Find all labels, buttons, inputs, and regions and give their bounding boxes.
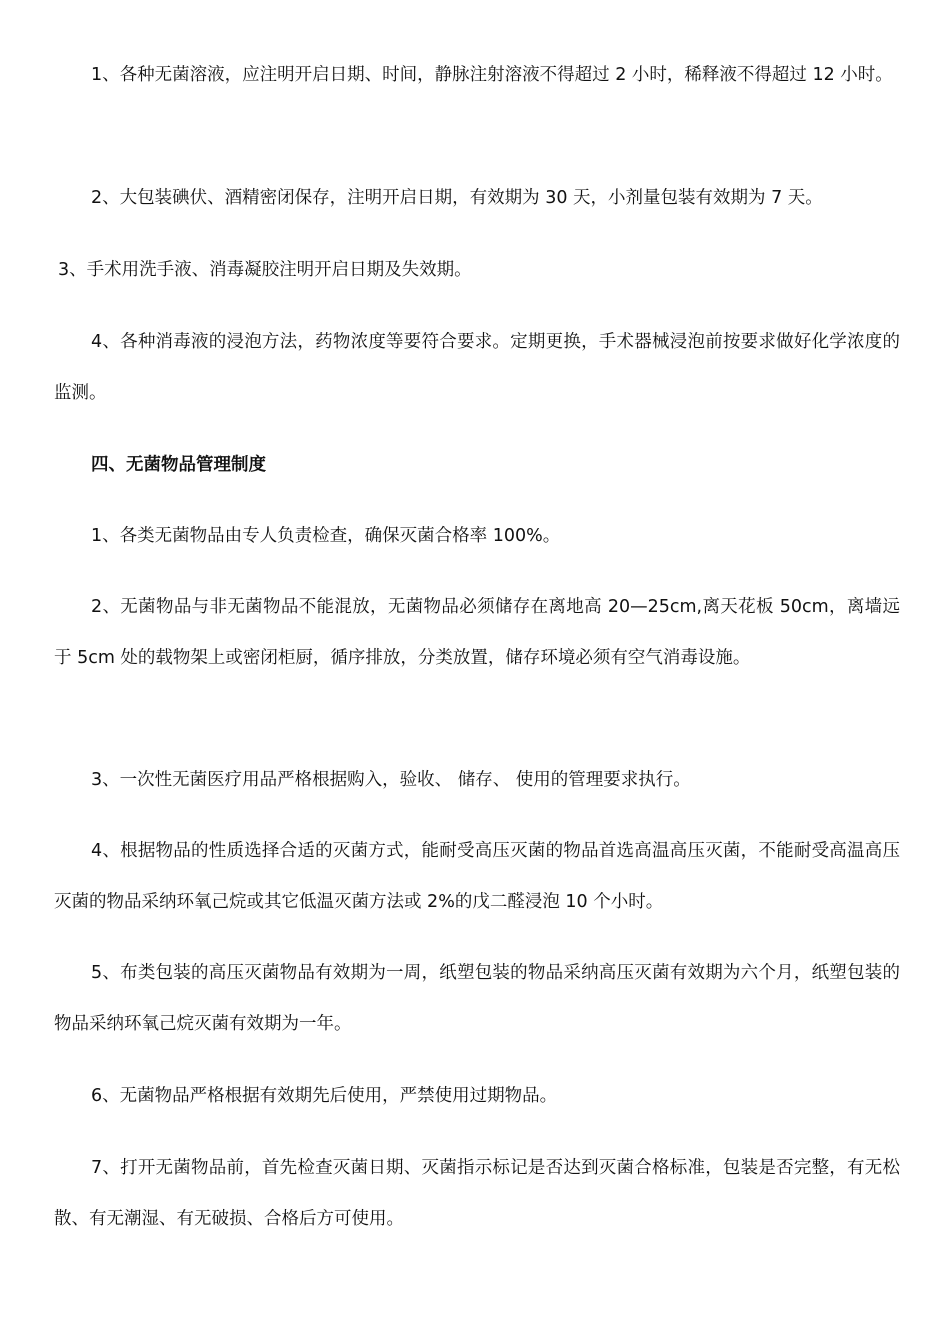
- section-item-1: 1、各类无菌物品由专人负责检查，确保灭菌合格率 100%。: [91, 526, 561, 546]
- section-item-7: 7、打开无菌物品前，首先检查灭菌日期、灭菌指示标记是否达到灭菌合格标准，包装是否完整，有无松散、有无潮湿、有无破损、合格后方可使用。: [54, 1158, 900, 1229]
- paragraph-iodine-alcohol: 2、大包装碘伏、酒精密闭保存，注明开启日期，有效期为 30 天，小剂量包装有效期为 7 天。: [91, 188, 823, 208]
- paragraph-sterile-solutions: 1、各种无菌溶液，应注明开启日期、时间，静脉注射溶液不得超过 2 小时，稀释液不得超过 12 小时。: [91, 65, 893, 85]
- section-heading: 四、无菌物品管理制度: [91, 455, 266, 475]
- section-item-5: 5、布类包装的高压灭菌物品有效期为一周，纸塑包装的物品采纳高压灭菌有效期为六个月，纸塑包装的物品采纳环氧己烷灭菌有效期为一年。: [54, 963, 900, 1034]
- paragraph-hand-wash: 3、手术用洗手液、消毒凝胶注明开启日期及失效期。: [58, 260, 472, 280]
- section-item-2: 2、无菌物品与非无菌物品不能混放，无菌物品必须储存在离地高 20—25cm,离天花板 50cm，离墙远于 5cm 处的载物架上或密闭柜厨，循序排放，分类放置，储存环境必须有空气消毒设施。: [54, 597, 900, 668]
- section-item-6: 6、无菌物品严格根据有效期先后使用，严禁使用过期物品。: [91, 1086, 558, 1106]
- section-item-3: 3、一次性无菌医疗用品严格根据购入，验收、 储存、 使用的管理要求执行。: [91, 770, 691, 790]
- section-item-4: 4、根据物品的性质选择合适的灭菌方式，能耐受高压灭菌的物品首选高温高压灭菌，不能耐受高温高压灭菌的物品采纳环氧己烷或其它低温灭菌方法或 2%的戊二醛浸泡 10 个小时。: [54, 841, 900, 912]
- paragraph-disinfectant-soak: 4、各种消毒液的浸泡方法，药物浓度等要符合要求。定期更换，手术器械浸泡前按要求做好化学浓度的监测。: [54, 332, 900, 403]
